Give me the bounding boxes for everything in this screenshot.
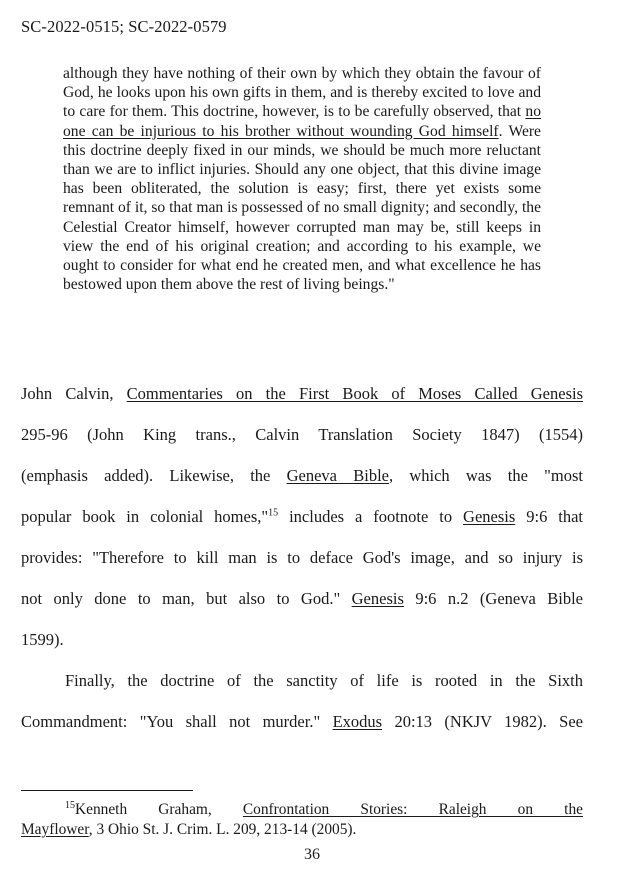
body-text: popular book in colonial homes," — [21, 507, 269, 526]
body-line-5: provides: "Therefore to kill man is to deface God's image, and so injury is — [21, 548, 583, 567]
footnote-reference: 15 — [268, 507, 279, 519]
body-text: John Calvin, — [21, 384, 127, 403]
footnote-divider — [21, 790, 193, 791]
footnote-line-1 — [21, 801, 583, 819]
citation-genesis: Genesis — [463, 507, 516, 526]
footnote-number: 15 — [65, 799, 75, 811]
footnote-citation: , 3 Ohio St. J. Crim. L. 209, 213-14 (2005). — [88, 821, 357, 838]
block-quotation — [63, 64, 541, 294]
body-line-6 — [21, 589, 583, 609]
footnote-title-continued: Mayflower — [21, 821, 89, 838]
citation-title-calvin: Commentaries on the First Book of Moses Called Genesis — [126, 384, 583, 403]
body-text: includes a footnote to — [278, 507, 464, 526]
body-line-1 — [21, 384, 583, 404]
body-line-7: 1599). — [21, 630, 64, 649]
body-text: 20:13 (NKJV 1982). See — [382, 712, 583, 731]
body-text: Commandment: "You shall not murder." — [21, 712, 333, 731]
body-line-4 — [21, 507, 583, 527]
page-number: 36 — [304, 846, 320, 863]
citation-geneva-bible: Geneva Bible — [286, 466, 389, 485]
quote-emphasis: no one can be injurious to his brother without wounding God himself — [63, 103, 541, 140]
citation-exodus: Exodus — [332, 712, 383, 731]
body-text: 9:6 n.2 (Geneva Bible — [403, 589, 583, 608]
quote-text-continued: . Were this doctrine deeply fixed in our minds, we should be much more reluctant than we are to inflict injuries. Should any one object, that this divine image has been obliterated, the solution is easy; first, there yet exists some remnant of it, so that man is possessed of no small dignity; and secondly, the Celestial Creator himself, however corrupted man may be, still keeps in view the end of his original creation; and according to his example, we ought to consider for what end he created men, and what excellence he has bestowed upon them above the rest of living beings." — [63, 122, 541, 294]
case-number-header: SC-2022-0515; SC-2022-0579 — [21, 17, 227, 36]
body-text: 9:6 that — [515, 507, 584, 526]
body-text: (emphasis added). Likewise, the — [21, 466, 287, 485]
quote-text: although they have nothing of their own by which they obtain the favour of God, he looks upon his own gifts in them, and is thereby excited to love and to care for them. This doctrine, however, is to be carefully observed, that — [63, 65, 541, 121]
body-line-3 — [21, 466, 583, 486]
body-line-2: 295-96 (John King trans., Calvin Translation Society 1847) (1554) — [21, 425, 583, 444]
body-text: , which was the "most — [388, 466, 583, 485]
body-line-9 — [21, 712, 583, 732]
footnote-title: Confrontation Stories: Raleigh on the — [242, 801, 583, 818]
footnote-author: Kenneth Graham, — [75, 801, 243, 818]
citation-genesis-2: Genesis — [351, 589, 404, 608]
body-text: not only done to man, but also to God." — [21, 589, 352, 608]
footnote-line-2 — [21, 821, 583, 839]
body-line-8: Finally, the doctrine of the sanctity of life is rooted in the Sixth — [65, 671, 583, 690]
